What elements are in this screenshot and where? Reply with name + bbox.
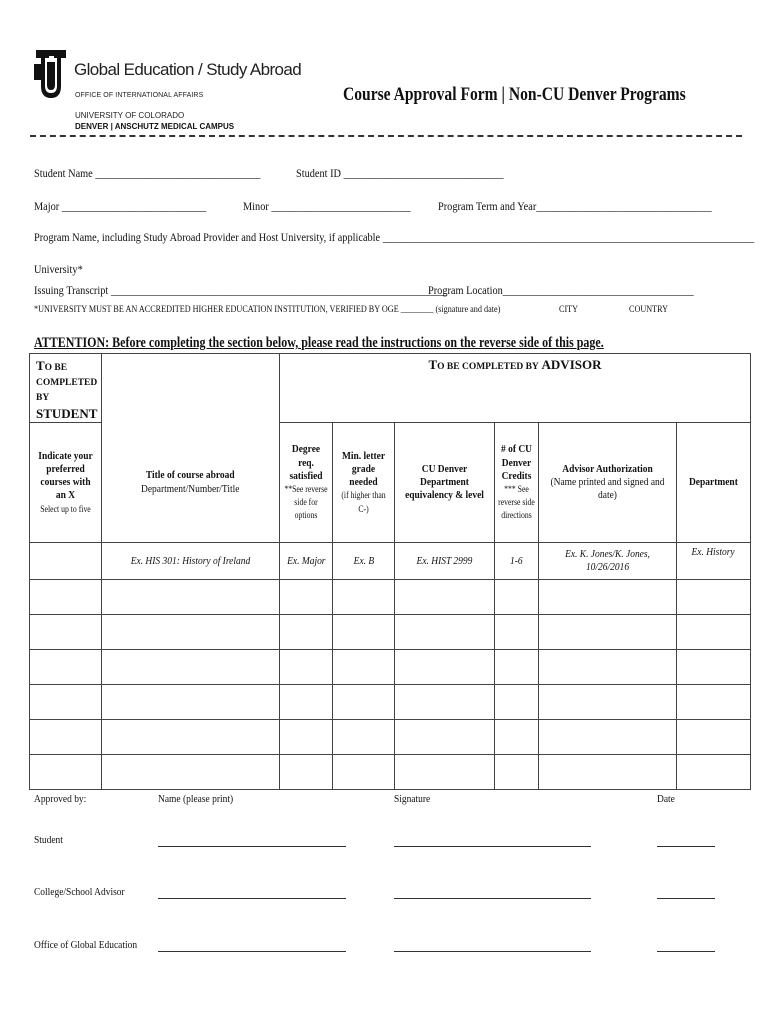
issuing-transcript-field[interactable]: Issuing Transcript _________________________________________________________________ (34, 283, 447, 297)
approver-student-label: Student (34, 834, 63, 846)
example-title: Ex. HIS 301: History of Ireland (102, 543, 280, 580)
university-name: UNIVERSITY OF COLORADO (75, 111, 185, 120)
col-equivalency: CU Denver Department equivalency & level (395, 423, 495, 543)
approver-advisor-label: College/School Advisor (34, 886, 125, 898)
table-row[interactable] (30, 755, 751, 790)
country-label: COUNTRY (629, 305, 669, 315)
col-advisor-auth: Advisor Authorization (Name printed and signed and date) (539, 423, 677, 543)
example-indicate (30, 543, 102, 580)
student-signature-line[interactable] (394, 846, 591, 847)
table-row[interactable] (30, 615, 751, 650)
table-row[interactable] (30, 685, 751, 720)
col-credits: # of CU Denver Credits *** See reverse side directions (495, 423, 539, 543)
oge-name-line[interactable] (158, 951, 346, 952)
cu-logo-icon (34, 46, 68, 102)
advisor-signature-line[interactable] (394, 898, 591, 899)
example-degree: Ex. Major (280, 543, 333, 580)
office-name: OFFICE OF INTERNATIONAL AFFAIRS (75, 92, 204, 99)
example-credits: 1-6 (495, 543, 539, 580)
student-name-field[interactable]: Student Name ________________________________ (34, 166, 261, 180)
course-table (29, 353, 751, 790)
program-term-field[interactable]: Program Term and Year__________________________________ (438, 199, 712, 213)
col-indicate: Indicate your preferred courses with an X Select up to five (30, 423, 102, 543)
header-divider (30, 135, 742, 137)
oge-date-line[interactable] (657, 951, 715, 952)
org-title: Global Education / Study Abroad (74, 60, 302, 79)
student-name-line[interactable] (158, 846, 346, 847)
oge-signature-line[interactable] (394, 951, 591, 952)
program-location-field[interactable]: Program Location_____________________________________ (428, 283, 694, 297)
student-date-line[interactable] (657, 846, 715, 847)
table-row[interactable] (30, 720, 751, 755)
name-print-label: Name (please print) (158, 793, 234, 805)
date-label: Date (657, 793, 675, 805)
city-label: CITY (559, 305, 579, 315)
example-auth: Ex. K. Jones/K. Jones, 10/26/2016 (539, 543, 677, 580)
approved-by-label: Approved by: (34, 793, 87, 805)
student-id-field[interactable]: Student ID _______________________________ (296, 166, 504, 180)
minor-field[interactable]: Minor ___________________________ (243, 199, 411, 213)
student-section-header: TO BE COMPLETED BY STUDENT (30, 354, 102, 423)
major-field[interactable]: Major ____________________________ (34, 199, 207, 213)
attention-notice: ATTENTION: Before completing the section below, please read the instructions on the reverse side of this page. (34, 335, 604, 351)
form-title: Course Approval Form | Non-CU Denver Programs (343, 84, 686, 105)
program-name-field[interactable]: Program Name, including Study Abroad Provider and Host University, if applicable ________________________________________________________________________ (34, 230, 755, 244)
advisor-name-line[interactable] (158, 898, 346, 899)
accreditation-note: *UNIVERSITY MUST BE AN ACCREDITED HIGHER EDUCATION INSTITUTION, VERIFIED BY OGE ________ (signature and date) (34, 305, 501, 315)
col-title: Title of course abroad Department/Number/Title (102, 423, 280, 543)
example-department: Ex. History (677, 543, 751, 580)
table-row[interactable] (30, 580, 751, 615)
university-label: University* (34, 262, 83, 276)
col-min-grade: Min. letter grade needed (if higher than C-) (333, 423, 395, 543)
table-row[interactable] (30, 650, 751, 685)
col-department: Department (677, 423, 751, 543)
advisor-section-header: TO BE COMPLETED BY ADVISOR (280, 354, 751, 423)
column-header-row (30, 423, 751, 543)
example-row (30, 543, 751, 580)
approver-oge-label: Office of Global Education (34, 939, 138, 951)
campus-name: DENVER | ANSCHUTZ MEDICAL CAMPUS (75, 122, 235, 131)
col-degree: Degree req. satisfied **See reverse side for options (280, 423, 333, 543)
advisor-date-line[interactable] (657, 898, 715, 899)
example-equivalency: Ex. HIST 2999 (395, 543, 495, 580)
example-min-grade: Ex. B (333, 543, 395, 580)
signature-label: Signature (394, 793, 431, 805)
